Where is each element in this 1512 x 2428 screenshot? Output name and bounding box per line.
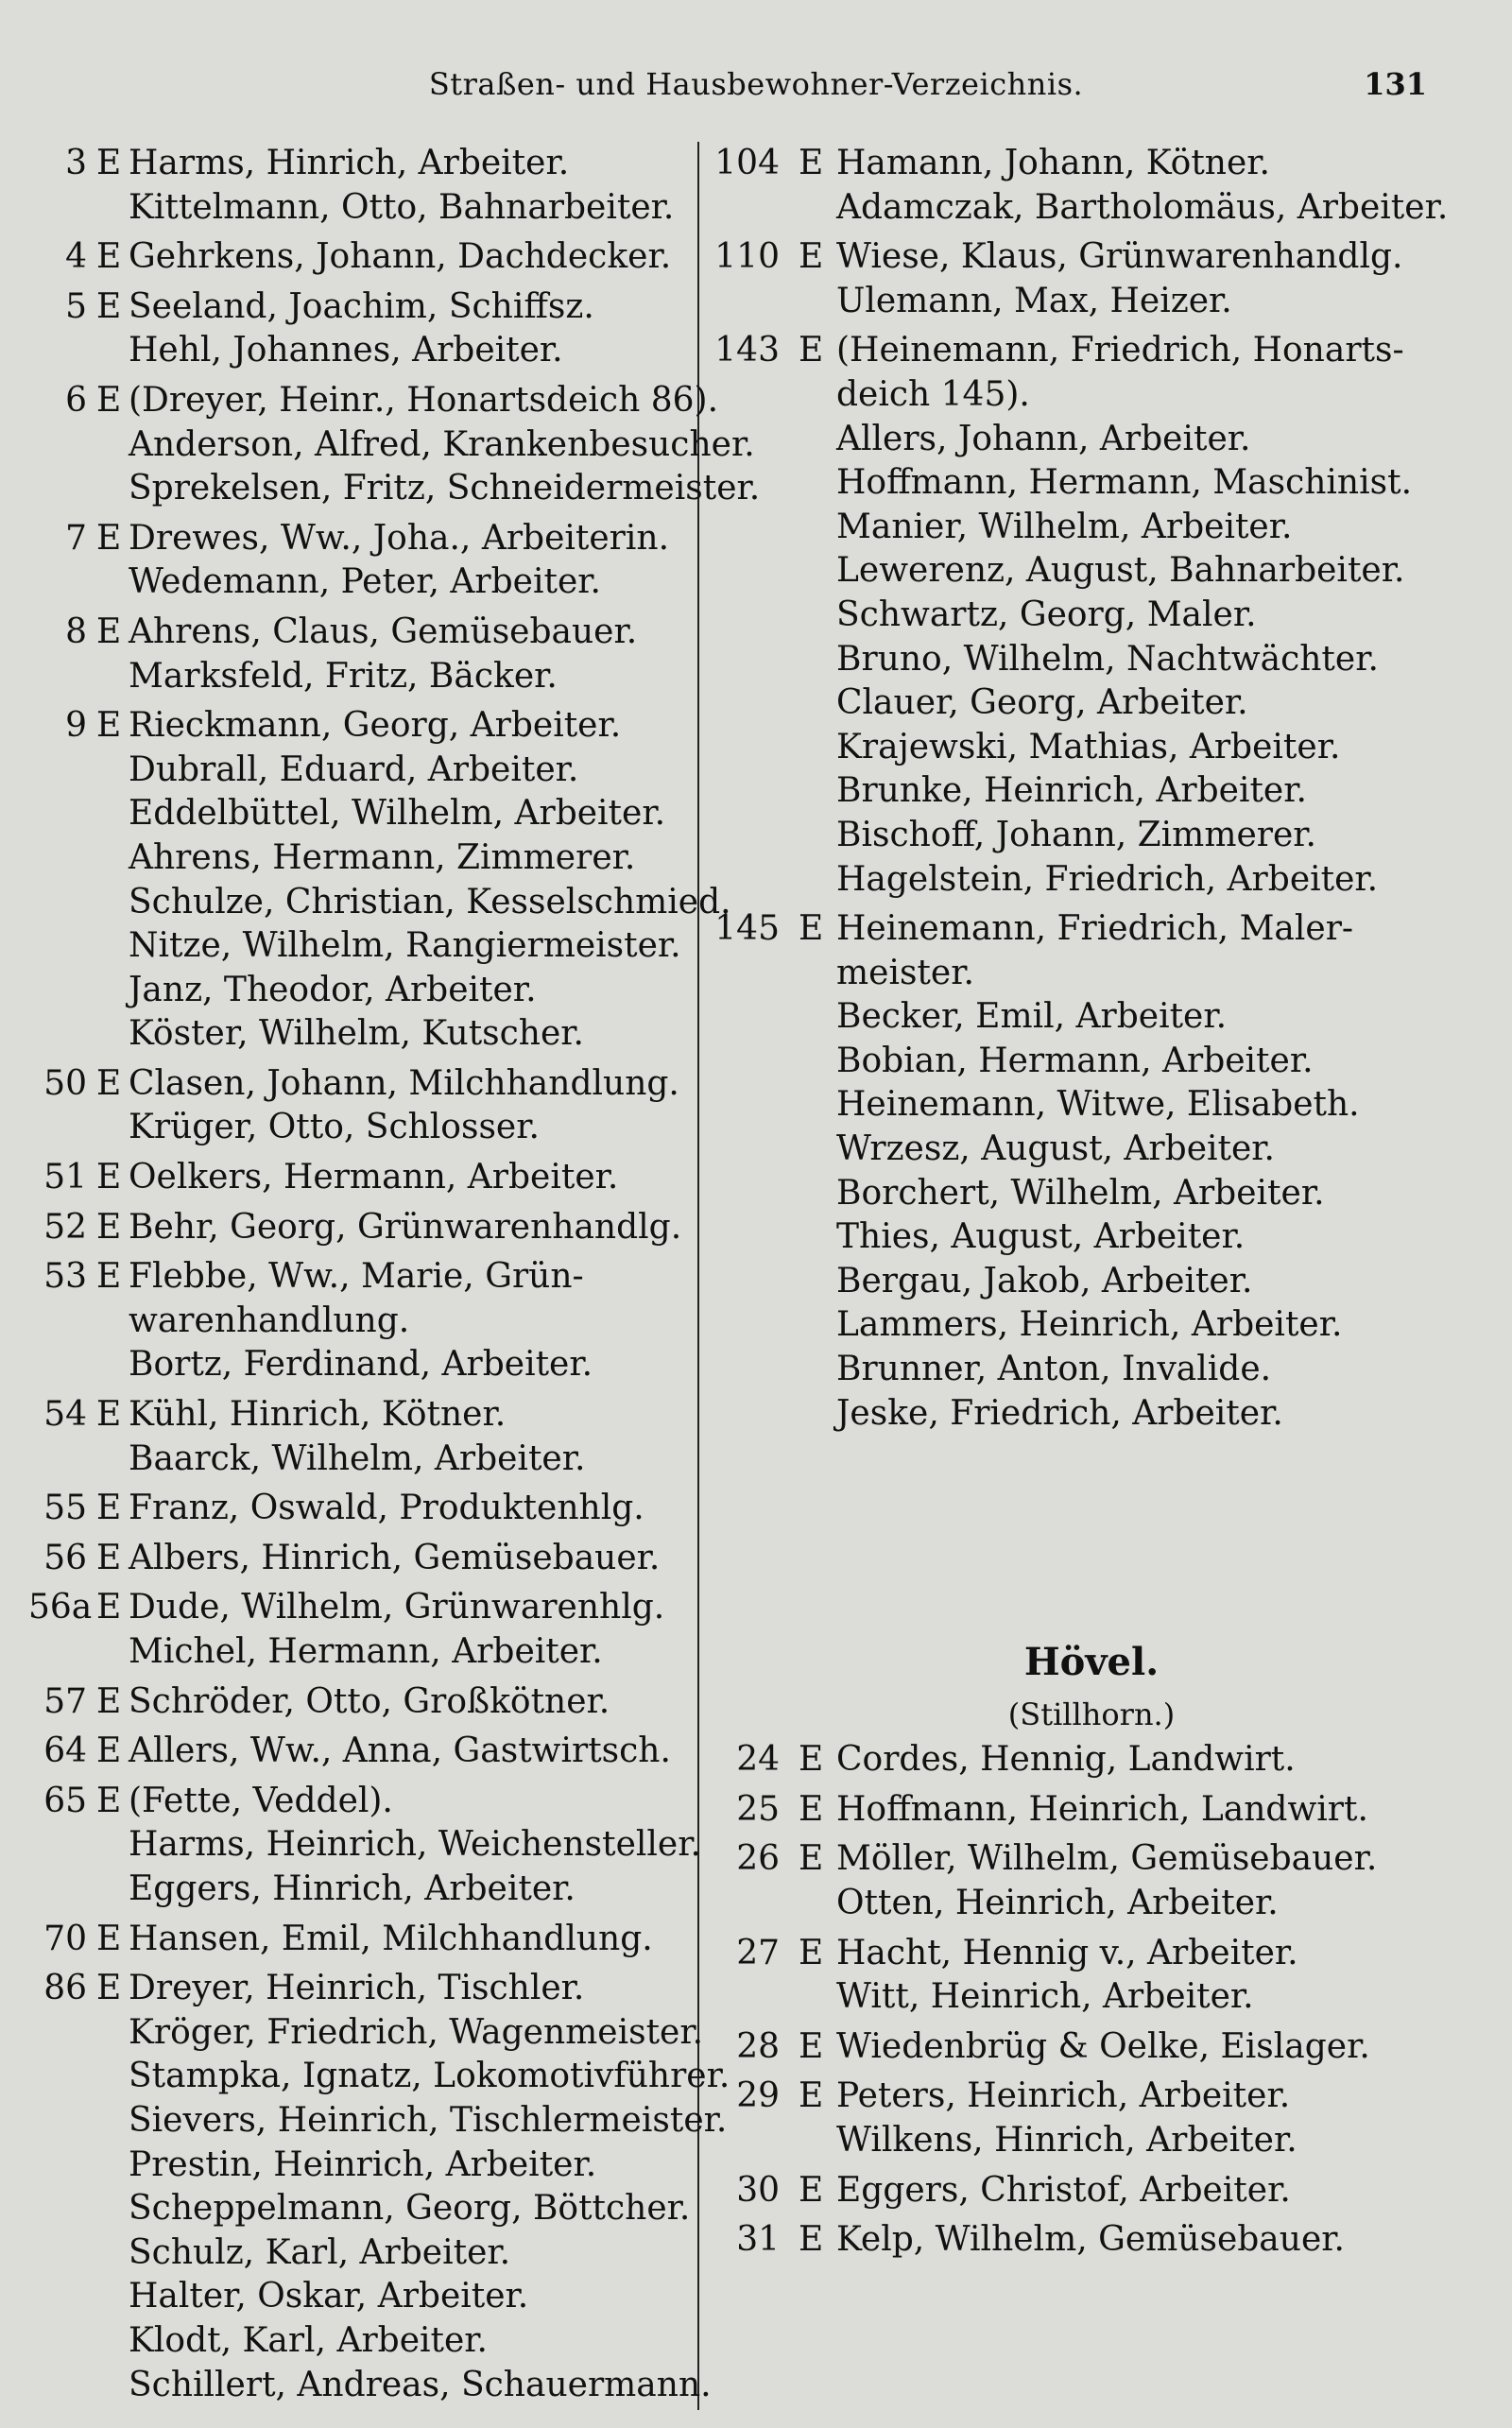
resident-text: Krajewski, Mathias, Arbeiter.	[836, 727, 1341, 766]
directory-entry	[704, 1303, 1479, 1348]
resident-text: Drewes, Ww., Joha., Arbeiterin.	[129, 518, 670, 558]
resident-text: Borchert, Wilhelm, Arbeiter.	[836, 1173, 1325, 1213]
directory-entry	[28, 1438, 699, 1482]
directory-entry	[28, 379, 719, 423]
header-title: Straßen- und Hausbewohner-Verzeichnis.	[428, 66, 1084, 102]
house-number: 55	[43, 1489, 87, 1528]
house-number: 25	[736, 1789, 780, 1829]
right-column	[704, 142, 1479, 2263]
directory-entry	[704, 1837, 1479, 1882]
owner-mark: E	[96, 1489, 122, 1528]
owner-mark: E	[799, 1789, 824, 1829]
house-number: 3	[65, 144, 87, 182]
resident-text: Peters, Heinrich, Arbeiter.	[836, 2076, 1291, 2116]
resident-text: Kröger, Friedrich, Wagenmeister.	[129, 2012, 704, 2052]
house-number: 143	[714, 331, 780, 370]
directory-entry	[28, 1967, 699, 2011]
resident-text: Klodt, Karl, Arbeiter.	[129, 2320, 488, 2360]
directory-entry	[28, 2364, 712, 2408]
directory-entry	[704, 549, 1479, 594]
house-number: 51	[43, 1158, 87, 1197]
directory-entry	[704, 769, 1479, 814]
directory-entry	[28, 1680, 699, 1725]
resident-text: Kittelmann, Otto, Bahnarbeiter.	[129, 187, 675, 227]
owner-mark: E	[96, 706, 122, 746]
owner-mark: E	[96, 1158, 122, 1197]
resident-text: (Fette, Veddel).	[129, 1781, 393, 1820]
directory-entry	[28, 2144, 699, 2188]
house-number: 64	[43, 1731, 87, 1771]
resident-text: Cordes, Hennig, Landwirt.	[836, 1740, 1296, 1780]
house-number: 52	[43, 1207, 87, 1247]
owner-mark: E	[799, 1933, 824, 1972]
owner-mark: E	[96, 1257, 122, 1297]
directory-entry	[704, 1260, 1479, 1304]
directory-entry	[704, 1788, 1479, 1833]
resident-text: Harms, Hinrich, Arbeiter.	[129, 144, 570, 182]
directory-entry	[704, 1083, 1479, 1128]
directory-entry	[28, 1393, 699, 1438]
resident-text: Wedemann, Peter, Arbeiter.	[129, 562, 601, 602]
directory-entry	[28, 423, 755, 468]
directory-entry	[28, 749, 699, 793]
owner-mark: E	[799, 909, 824, 949]
resident-text: Eddelbüttel, Wilhelm, Arbeiter.	[129, 794, 666, 834]
directory-entry	[28, 560, 699, 605]
resident-text: Kühl, Hinrich, Kötner.	[129, 1395, 507, 1435]
resident-text: Baarck, Wilhelm, Arbeiter.	[129, 1438, 586, 1478]
house-number: 30	[736, 2170, 780, 2210]
directory-entry	[28, 792, 699, 836]
house-number: 86	[43, 1969, 87, 2008]
resident-text: Flebbe, Ww., Marie, Grün-	[129, 1257, 584, 1297]
house-number: 56a	[28, 1588, 93, 1627]
directory-entry	[28, 655, 699, 699]
resident-text: Gehrkens, Johann, Dachdecker.	[129, 237, 672, 277]
section-subtitle: (Stillhorn.)	[1007, 1696, 1176, 1733]
resident-text: Wiese, Klaus, Grünwarenhandlg.	[836, 237, 1403, 277]
owner-mark: E	[799, 2170, 824, 2210]
directory-entry	[28, 1206, 699, 1250]
resident-text: Kelp, Wilhelm, Gemüsebauer.	[836, 2220, 1345, 2260]
owner-mark: E	[799, 2076, 824, 2116]
resident-text: Brunner, Anton, Invalide.	[836, 1350, 1272, 1389]
directory-entry	[28, 1343, 699, 1387]
resident-text: Sprekelsen, Fritz, Schneidermeister.	[129, 469, 761, 508]
directory-entry	[28, 1487, 699, 1531]
directory-entry	[28, 467, 761, 511]
resident-text: Hagelstein, Friedrich, Arbeiter.	[836, 859, 1379, 899]
owner-mark: E	[96, 1063, 122, 1103]
directory-entry	[704, 1975, 1479, 2020]
resident-text: Eggers, Hinrich, Arbeiter.	[129, 1868, 576, 1908]
owner-mark: E	[96, 1588, 122, 1627]
directory-entry	[704, 329, 1479, 373]
resident-text: Dubrall, Eduard, Arbeiter.	[129, 749, 579, 789]
resident-text: Franz, Oswald, Produktenhlg.	[129, 1489, 644, 1528]
house-number: 6	[65, 380, 87, 420]
resident-text: Eggers, Christof, Arbeiter.	[836, 2170, 1291, 2210]
section-spacer	[704, 1436, 1479, 1596]
house-number: 31	[736, 2220, 780, 2260]
directory-entry	[28, 881, 731, 925]
resident-text: Bortz, Ferdinand, Arbeiter.	[129, 1345, 593, 1385]
resident-text: Albers, Hinrich, Gemüsebauer.	[129, 1538, 661, 1577]
resident-text: Bischoff, Johann, Zimmerer.	[836, 815, 1316, 854]
directory-entry	[704, 2075, 1479, 2119]
owner-mark: E	[96, 1781, 122, 1820]
resident-text: Wilkens, Hinrich, Arbeiter.	[836, 2120, 1297, 2160]
owner-mark: E	[96, 1681, 122, 1721]
resident-text: Marksfeld, Fritz, Bäcker.	[129, 656, 558, 696]
directory-entry	[28, 2319, 699, 2364]
resident-text: Schulz, Karl, Arbeiter.	[129, 2232, 511, 2272]
directory-entry	[28, 836, 699, 881]
house-number: 70	[43, 1919, 87, 1958]
directory-entry	[28, 1012, 699, 1057]
resident-text: Krüger, Otto, Schlosser.	[129, 1108, 540, 1147]
directory-entry	[704, 1932, 1479, 1976]
house-number: 26	[736, 1839, 780, 1879]
section-title: Hövel.	[1023, 1640, 1160, 1685]
resident-text: Witt, Heinrich, Arbeiter.	[836, 1977, 1254, 2017]
directory-entry	[28, 1255, 699, 1300]
directory-entry	[704, 995, 1479, 1040]
owner-mark: E	[96, 237, 122, 277]
resident-text: Hoffmann, Heinrich, Landwirt.	[836, 1789, 1368, 1829]
resident-text: Thies, August, Arbeiter.	[836, 1217, 1246, 1257]
page-header	[57, 66, 1455, 123]
house-number: 110	[714, 237, 780, 277]
right-column-entries	[704, 142, 1479, 1436]
resident-text: Prestin, Heinrich, Arbeiter.	[129, 2144, 597, 2184]
house-number: 57	[43, 1681, 87, 1721]
resident-text: Nitze, Wilhelm, Rangiermeister.	[129, 926, 681, 966]
resident-text: Schillert, Andreas, Schauermann.	[129, 2365, 712, 2404]
directory-entry	[704, 506, 1479, 550]
resident-text: Allers, Ww., Anna, Gastwirtsch.	[129, 1731, 671, 1771]
resident-text: Stampka, Ignatz, Lokomotivführer.	[129, 2057, 730, 2096]
owner-mark: E	[96, 144, 122, 182]
resident-text: warenhandlung.	[129, 1300, 410, 1340]
resident-text: Dude, Wilhelm, Grünwarenhlg.	[129, 1588, 665, 1627]
owner-mark: E	[96, 518, 122, 558]
directory-entry	[28, 1062, 699, 1107]
resident-text: Manier, Wilhelm, Arbeiter.	[836, 507, 1293, 546]
house-number: 5	[65, 286, 87, 326]
resident-text: Ahrens, Hermann, Zimmerer.	[129, 837, 636, 877]
resident-text: Clauer, Georg, Arbeiter.	[836, 683, 1248, 723]
directory-entry	[704, 858, 1479, 903]
resident-text: Becker, Emil, Arbeiter.	[836, 997, 1228, 1037]
owner-mark: E	[96, 1538, 122, 1577]
owner-mark: E	[96, 1919, 122, 1958]
resident-text: Köster, Wilhelm, Kutscher.	[129, 1014, 584, 1054]
directory-entry	[704, 594, 1479, 638]
resident-text: Schröder, Otto, Großkötner.	[129, 1681, 610, 1721]
resident-text: Michel, Hermann, Arbeiter.	[129, 1632, 603, 1671]
directory-entry	[704, 461, 1479, 506]
resident-text: Rieckmann, Georg, Arbeiter.	[129, 706, 622, 746]
house-number: 7	[65, 518, 87, 558]
directory-entry	[28, 1537, 699, 1581]
resident-text: Hehl, Johannes, Arbeiter.	[129, 331, 563, 370]
directory-entry	[704, 1348, 1479, 1392]
resident-text: Hacht, Hennig v., Arbeiter.	[836, 1933, 1298, 1972]
resident-text: Ahrens, Claus, Gemüsebauer.	[129, 611, 638, 651]
directory-entry	[704, 186, 1479, 231]
directory-entry	[704, 142, 1479, 186]
resident-text: Halter, Oskar, Arbeiter.	[129, 2277, 529, 2316]
resident-text: meister.	[836, 953, 974, 992]
directory-entry	[28, 2275, 699, 2319]
house-number: 9	[65, 706, 87, 746]
house-number: 145	[714, 909, 780, 949]
house-number: 54	[43, 1395, 87, 1435]
directory-entry	[704, 1040, 1479, 1084]
resident-text: Bruno, Wilhelm, Nachtwächter.	[836, 639, 1379, 679]
resident-text: Schwartz, Georg, Maler.	[836, 594, 1257, 634]
owner-mark: E	[799, 1839, 824, 1879]
directory-entry	[704, 2119, 1479, 2163]
directory-entry	[704, 726, 1479, 770]
directory-entry	[28, 285, 699, 330]
resident-text: Heinemann, Witwe, Elisabeth.	[836, 1085, 1360, 1125]
directory-entry	[704, 907, 1479, 952]
resident-text: Hoffmann, Hermann, Maschinist.	[836, 463, 1413, 503]
resident-text: Behr, Georg, Grünwarenhandlg.	[129, 1207, 682, 1247]
directory-entry	[28, 2099, 728, 2144]
directory-entry	[28, 2187, 699, 2231]
resident-text: Bobian, Hermann, Arbeiter.	[836, 1041, 1314, 1080]
directory-entry	[28, 924, 699, 969]
resident-text: Scheppelmann, Georg, Böttcher.	[129, 2189, 691, 2229]
house-number: 65	[43, 1781, 87, 1820]
directory-entry	[704, 235, 1479, 280]
directory-entry	[28, 1106, 699, 1150]
resident-text: Brunke, Heinrich, Arbeiter.	[836, 771, 1307, 811]
house-number: 104	[714, 144, 780, 182]
directory-entry	[704, 2218, 1479, 2263]
directory-entry	[28, 2231, 699, 2276]
resident-text: Anderson, Alfred, Krankenbesucher.	[129, 424, 755, 464]
directory-entry	[704, 1215, 1479, 1260]
directory-entry	[704, 1172, 1479, 1216]
directory-entry	[28, 1918, 699, 1962]
directory-entry	[28, 1868, 699, 1912]
resident-text: Hamann, Johann, Kötner.	[836, 144, 1270, 182]
directory-entry	[28, 1730, 699, 1774]
resident-text: Wiedenbrüg & Oelke, Eislager.	[836, 2026, 1370, 2066]
directory-entry	[28, 704, 699, 749]
owner-mark: E	[96, 1207, 122, 1247]
resident-text: Sievers, Heinrich, Tischlermeister.	[129, 2100, 728, 2140]
house-number: 28	[736, 2026, 780, 2066]
resident-text: Lewerenz, August, Bahnarbeiter.	[836, 551, 1405, 591]
owner-mark: E	[96, 1969, 122, 2008]
directory-entry	[704, 1882, 1479, 1926]
resident-text: Ulemann, Max, Heizer.	[836, 281, 1232, 320]
resident-text: Jeske, Friedrich, Arbeiter.	[836, 1393, 1283, 1433]
resident-text: Schulze, Christian, Kesselschmied.	[129, 882, 731, 921]
house-number: 24	[736, 1740, 780, 1780]
resident-text: deich 145).	[836, 374, 1030, 414]
resident-text: Bergau, Jakob, Arbeiter.	[836, 1261, 1253, 1300]
resident-text: Clasen, Johann, Milchhandlung.	[129, 1063, 679, 1103]
directory-entry	[704, 373, 1479, 418]
directory-entry	[28, 2011, 704, 2056]
directory-entry	[28, 969, 699, 1013]
directory-entry	[28, 1780, 699, 1824]
directory-entry	[704, 1392, 1479, 1437]
resident-text: (Dreyer, Heinr., Honartsdeich 86).	[129, 380, 719, 420]
owner-mark: E	[799, 237, 824, 277]
directory-entry	[704, 2169, 1479, 2213]
owner-mark: E	[799, 2026, 824, 2066]
directory-entry	[704, 1128, 1479, 1172]
resident-text: Dreyer, Heinrich, Tischler.	[129, 1969, 585, 2008]
directory-entry	[28, 142, 699, 186]
resident-text: Heinemann, Friedrich, Maler-	[836, 909, 1354, 949]
directory-entry	[704, 1738, 1479, 1782]
owner-mark: E	[96, 1395, 122, 1435]
directory-entry	[28, 2055, 730, 2099]
directory-entry	[28, 1156, 699, 1200]
resident-text: Otten, Heinrich, Arbeiter.	[836, 1884, 1279, 1922]
resident-text: Allers, Johann, Arbeiter.	[836, 419, 1251, 458]
directory-entry	[28, 611, 699, 655]
directory-entry	[28, 186, 699, 231]
directory-entry	[28, 1630, 699, 1675]
directory-entry	[704, 638, 1479, 682]
owner-mark: E	[799, 1740, 824, 1780]
owner-mark: E	[96, 611, 122, 651]
directory-entry	[28, 517, 699, 561]
resident-text: Janz, Theodor, Arbeiter.	[129, 970, 537, 1009]
directory-entry	[28, 1586, 699, 1630]
owner-mark: E	[96, 286, 122, 326]
page-number: 131	[1364, 66, 1427, 102]
owner-mark: E	[96, 1731, 122, 1771]
directory-entry	[704, 280, 1479, 324]
owner-mark: E	[799, 144, 824, 182]
resident-text: Möller, Wilhelm, Gemüsebauer.	[836, 1839, 1378, 1879]
section-entries	[704, 1738, 1479, 2263]
directory-entry	[28, 1300, 699, 1344]
house-number: 50	[43, 1063, 87, 1103]
resident-text: (Heinemann, Friedrich, Honarts-	[836, 331, 1404, 370]
house-number: 29	[736, 2076, 780, 2116]
owner-mark: E	[96, 380, 122, 420]
directory-entry	[704, 2025, 1479, 2070]
resident-text: Lammers, Heinrich, Arbeiter.	[836, 1305, 1343, 1345]
directory-entry	[704, 681, 1479, 726]
resident-text: Seeland, Joachim, Schiffsz.	[129, 286, 594, 326]
house-number: 27	[736, 1933, 780, 1972]
house-number: 53	[43, 1257, 87, 1297]
owner-mark: E	[799, 2220, 824, 2260]
resident-text: Oelkers, Hermann, Arbeiter.	[129, 1158, 619, 1197]
directory-entry	[28, 1823, 699, 1868]
house-number: 56	[43, 1538, 87, 1577]
directory-entry	[28, 329, 699, 373]
resident-text: Wrzesz, August, Arbeiter.	[836, 1129, 1275, 1169]
directory-entry	[28, 235, 699, 280]
owner-mark: E	[799, 331, 824, 370]
resident-text: Harms, Heinrich, Weichensteller.	[129, 1825, 701, 1865]
directory-entry	[704, 952, 1479, 996]
resident-text: Adamczak, Bartholomäus, Arbeiter.	[836, 187, 1449, 227]
house-number: 4	[65, 237, 87, 277]
house-number: 8	[65, 611, 87, 651]
resident-text: Hansen, Emil, Milchhandlung.	[129, 1919, 653, 1958]
directory-entry	[704, 418, 1479, 462]
directory-entry	[704, 814, 1479, 858]
